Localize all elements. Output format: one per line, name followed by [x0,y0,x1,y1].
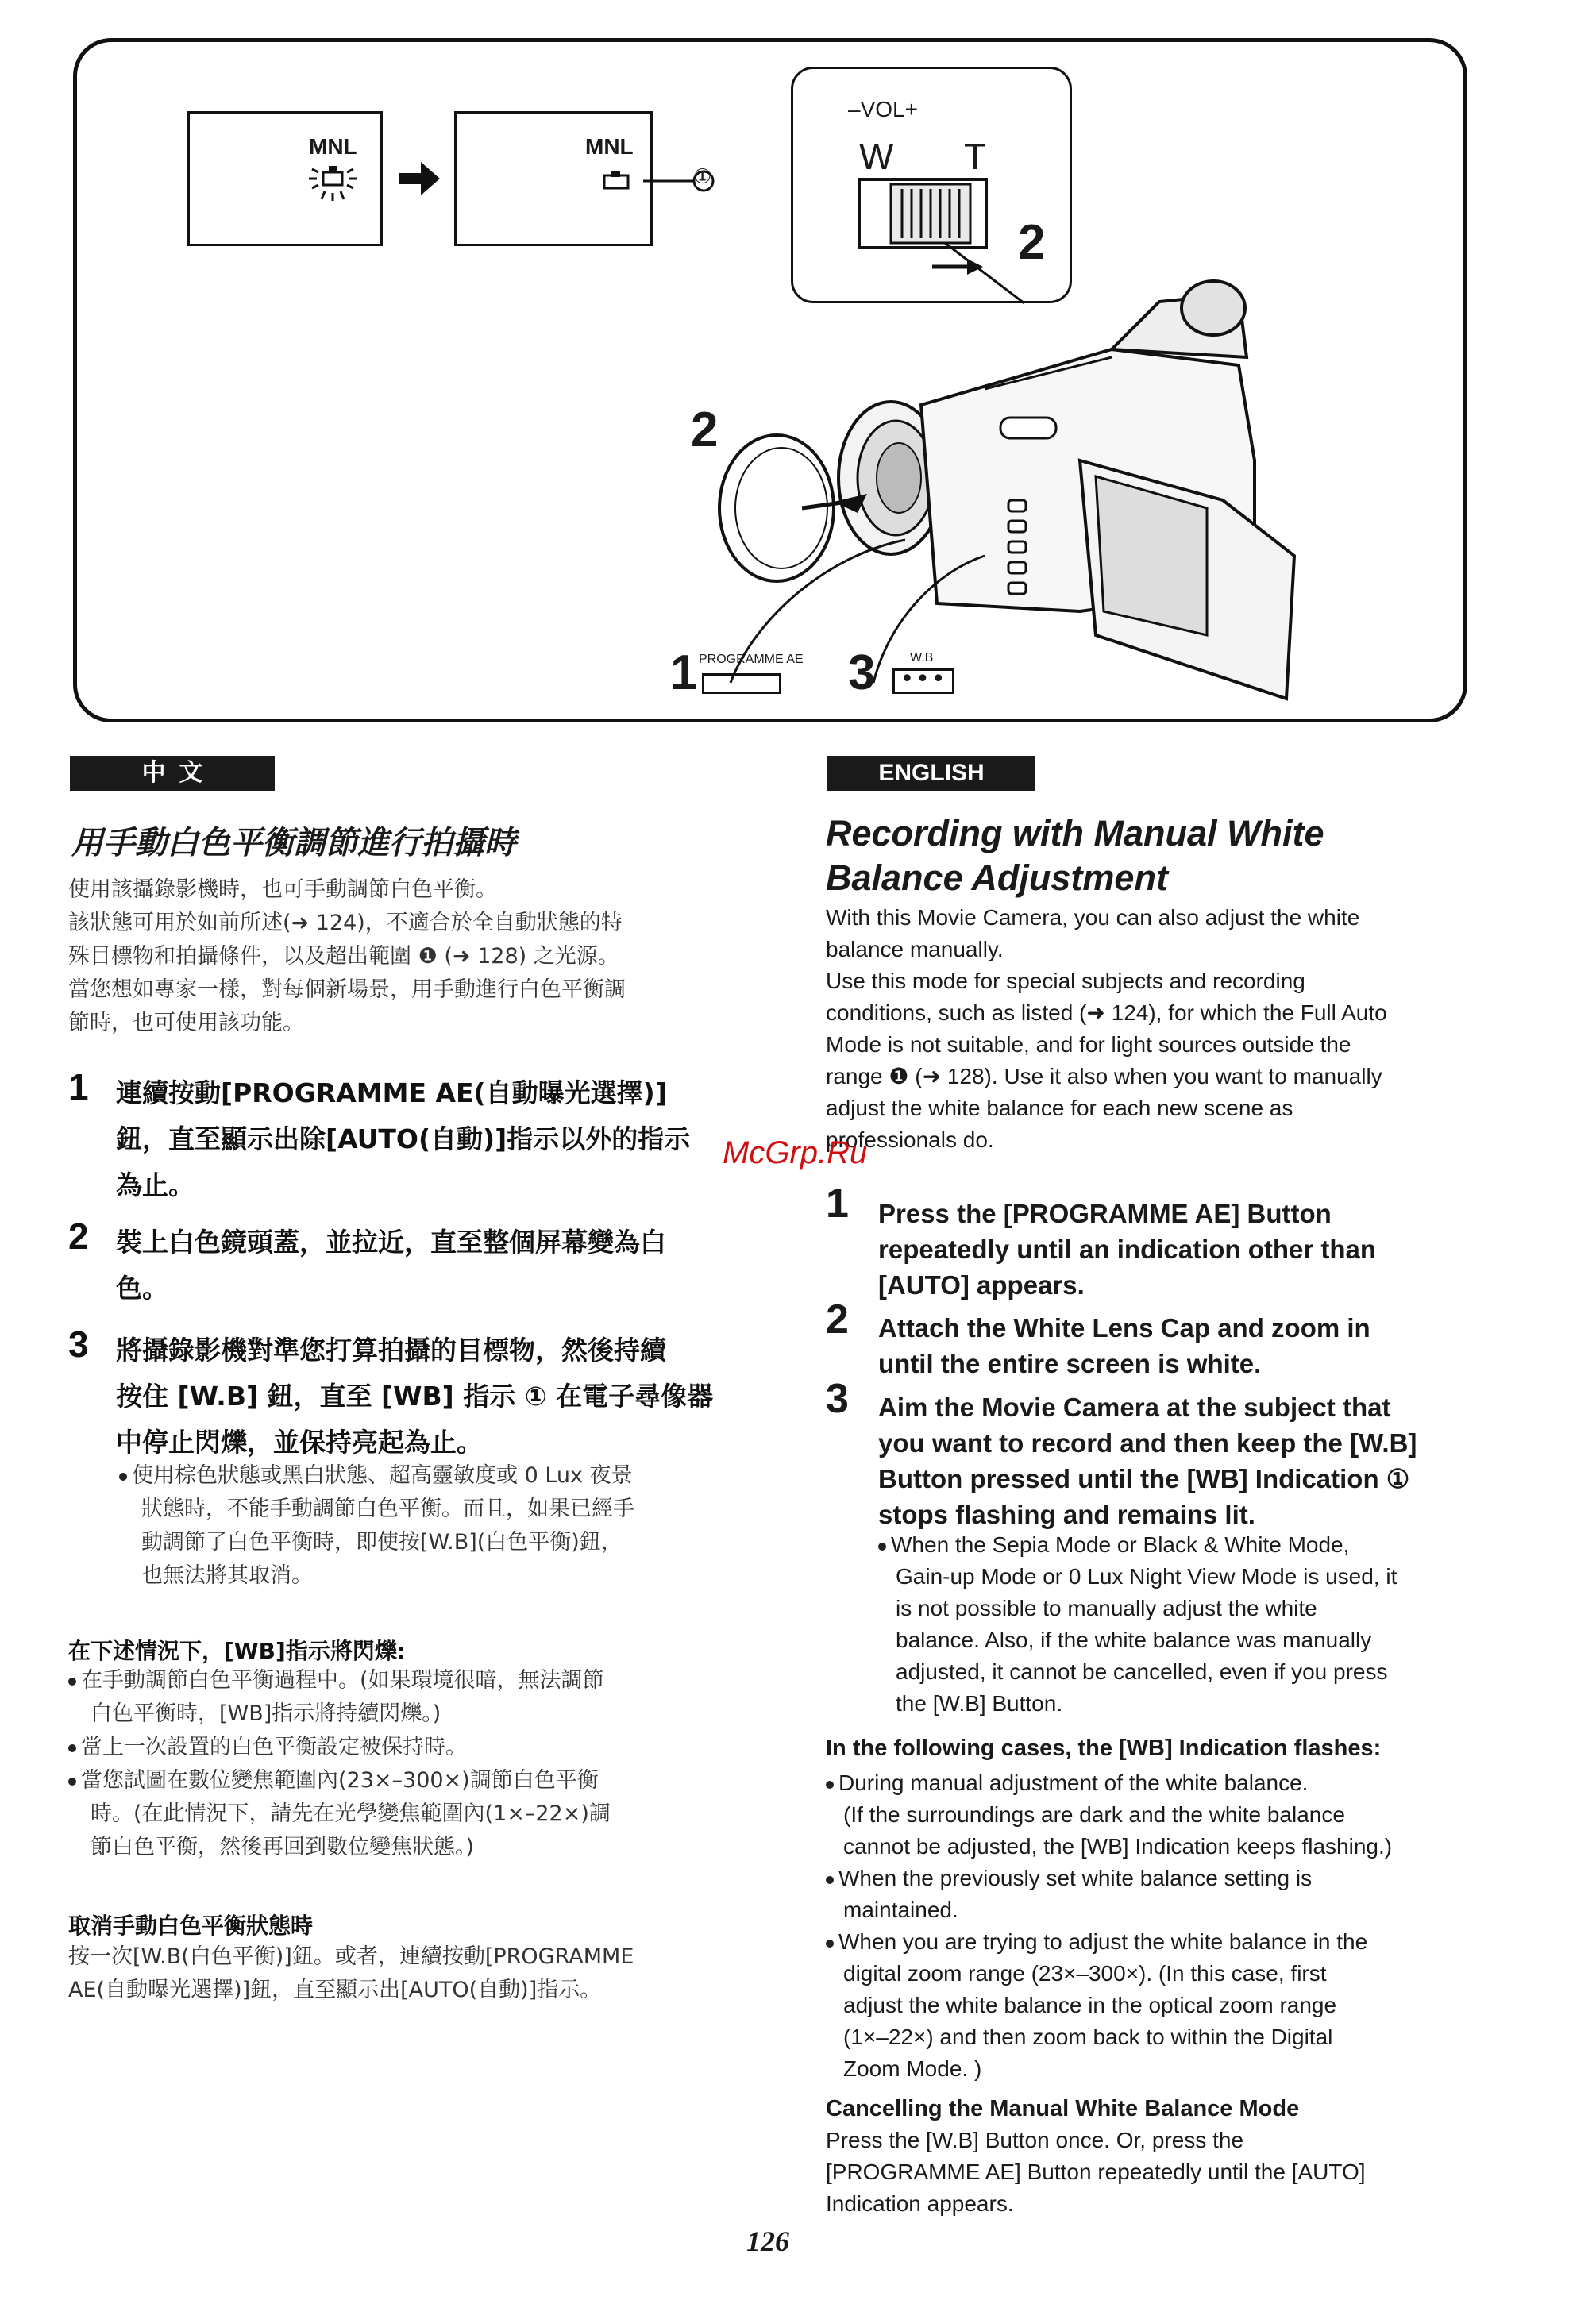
cancel-line: Press the [W.B] Button once. Or, press the [826,2128,1244,2152]
title-line: Recording with Manual White [826,813,1324,853]
bullet-icon [826,1940,834,1948]
chinese-step-number: 2 [68,1216,89,1257]
list-item: 在手動調節白色平衡過程中。(如果環境很暗，無法調節 [81,1668,604,1693]
step-line: Aim the Movie Camera at the subject that [878,1393,1391,1422]
chinese-flash-list [68,1664,735,1864]
chinese-step-line: 裝上白色鏡頭蓋，並拉近，直至整個屏幕變為白 [116,1227,666,1258]
chinese-cancel-text [68,1940,735,2007]
intro-line: With this Movie Camera, you can also adjust the white [826,905,1360,930]
list-item: When the previously set white balance setting is [838,1866,1313,1890]
list-item: maintained. [843,1898,958,1922]
note-line: the [W.B] Button. [896,1691,1063,1716]
chinese-step-number: 1 [68,1066,89,1108]
step-line: you want to record and then keep the [W.B] [878,1428,1417,1458]
chinese-cancel-heading: 取消手動白色平衡狀態時 [68,1913,314,1939]
camcorder-illustration [683,238,1318,715]
note-line: When the Sepia Mode or Black & White Mode, [891,1532,1350,1557]
note-line: balance. Also, if the white balance was manually [896,1628,1372,1652]
chinese-intro [68,873,727,1040]
list-item: adjust the white balance in the optical zoom range [843,1993,1337,2017]
bullet-icon [68,1678,76,1686]
programme-ae-button [702,673,781,694]
chinese-section-bar: 中 文 [70,756,275,791]
list-item: (1×–22×) and then zoom back to within the Digital [843,2025,1333,2049]
step-2-top-label: 2 [1018,215,1046,270]
chinese-step-number: 3 [68,1323,89,1365]
lcd-display-steady [454,111,653,246]
chinese-step-line: 按住 [W.B] 鈕，直至 [WB] 指示 ① 在電子尋像器 [116,1381,714,1412]
step-line: Attach the White Lens Cap and zoom in [878,1313,1370,1343]
bullet-icon [826,1781,834,1789]
tele-label: T [964,136,987,177]
english-step3-note [878,1529,1561,1720]
intro-line: adjust the white balance for each new scene as [826,1096,1293,1120]
list-item: 當上一次設置的白色平衡設定被保持時。 [81,1735,467,1759]
wb-caption: W.B [910,651,934,665]
list-item: Zoom Mode. ) [843,2056,982,2081]
english-title [826,811,1540,900]
chinese-intro-line: 該狀態可用於如前所述(➜ 124)，不適合於全自動狀態的特 [68,911,623,935]
list-item: During manual adjustment of the white balance. [838,1770,1309,1795]
intro-line: range ❶ (➜ 128). Use it also when you want to manually [826,1064,1382,1088]
chinese-step-3 [116,1327,735,1466]
english-flash-heading: In the following cases, the [WB] Indication flashes: [826,1736,1382,1761]
note-line: is not possible to manually adjust the white [896,1596,1317,1620]
note-line: 狀態時，不能手動調節白色平衡。而且，如果已經手 [141,1497,634,1521]
intro-line: balance manually. [826,937,1004,961]
chinese-step-line: 鈕，直至顯示出除[AUTO(自動)]指示以外的指示 [116,1123,691,1154]
chinese-flash-heading: 在下述情況下，[WB]指示將閃爍: [68,1638,407,1664]
page-number: 126 [746,2225,789,2257]
english-step-number: 2 [826,1296,849,1343]
chinese-intro-line: 殊目標物和拍攝條件，以及超出範圍 ❶ (➜ 128) 之光源。 [68,944,619,969]
wb-button: ••• [892,668,954,694]
note-line: 也無法將其取消。 [141,1563,313,1588]
note-line: 動調節了白色平衡時，即使按[W.B](白色平衡)鈕， [141,1530,623,1555]
arrow-right-icon [397,159,441,198]
chinese-step-2 [116,1219,735,1312]
intro-line: Mode is not suitable, and for light sources outside the [826,1032,1351,1057]
english-step-number: 1 [826,1181,849,1227]
note-line: adjusted, it cannot be cancelled, even if you press [896,1659,1388,1684]
english-step-2 [878,1310,1561,1381]
step-1-label: 1 [670,645,698,700]
white-balance-flashing-icon [301,161,364,217]
step-line: until the entire screen is white. [878,1349,1262,1378]
chinese-intro-line: 使用該攝錄影機時，也可手動調節白色平衡。 [68,877,497,902]
mnl-label-left: MNL [309,134,357,159]
list-item: When you are trying to adjust the white balance in the [838,1929,1368,1954]
cancel-line: AE(自動曝光選擇)]鈕，直至顯示出[AUTO(自動)]指示。 [68,1978,602,2002]
list-item: (If the surroundings are dark and the white balance [843,1802,1345,1827]
cancel-line: Indication appears. [826,2191,1014,2216]
title-line: Balance Adjustment [826,857,1168,898]
step-line: Press the [PROGRAMME AE] Button [878,1199,1332,1228]
cancel-line: [PROGRAMME AE] Button repeatedly until the [AUTO] [826,2160,1366,2184]
list-item: digital zoom range (23×–300×). (In this case, first [843,1961,1327,1986]
white-balance-icon [599,169,639,193]
chinese-step-line: 為止。 [116,1169,195,1200]
bullet-icon [826,1876,834,1884]
chinese-step-line: 中停止閃爍，並保持亮起為止。 [116,1427,483,1458]
volume-label: –VOL+ [848,97,918,121]
step-line: Button pressed until the [WB] Indication ① [878,1464,1410,1493]
chinese-step-1 [116,1070,735,1208]
english-cancel-heading: Cancelling the Manual White Balance Mode [826,2096,1300,2121]
list-item: 時。(在此情況下，請先在光學變焦範圍內(1×–22×)調 [91,1801,611,1826]
english-cancel-text [826,2125,1556,2220]
chinese-intro-line: 當您想如專家一樣，對每個新場景，用手動進行白色平衡調 [68,977,626,1002]
intro-line: professionals do. [826,1127,994,1152]
chinese-step3-note [119,1459,723,1593]
step-2-lens-label: 2 [691,403,719,457]
step-line: stops flashing and remains lit. [878,1500,1255,1529]
chinese-step-line: 連續按動[PROGRAMME AE(自動曝光選擇)] [116,1077,667,1108]
note-line: Gain-up Mode or 0 Lux Night View Mode is used, it [896,1564,1397,1589]
step-3-label: 3 [848,645,876,700]
english-section-bar: ENGLISH [827,756,1035,791]
list-item: 當您試圖在數位變焦範圍內(23×–300×)調節白色平衡 [81,1768,599,1793]
callout-number: ① [693,165,712,189]
bullet-icon [878,1543,886,1551]
mnl-label-right: MNL [585,134,634,159]
chinese-step-line: 將攝錄影機對準您打算拍攝的目標物，然後持續 [116,1335,666,1366]
chinese-intro-line: 節時，也可使用該功能。 [68,1011,304,1035]
bullet-icon [68,1778,76,1786]
english-flash-list [826,1767,1556,2085]
wide-label: W [859,136,894,177]
english-step-number: 3 [826,1376,849,1422]
lcd-display-flashing [187,111,383,246]
step-line: [AUTO] appears. [878,1270,1085,1300]
english-step-3 [878,1389,1561,1532]
chinese-title: 用手動白色平衡調節進行拍攝時 [71,825,516,861]
bullet-icon [68,1744,76,1752]
cancel-line: 按一次[W.B(白色平衡)]鈕。或者，連續按動[PROGRAMME [68,1944,634,1969]
intro-line: conditions, such as listed (➜ 124), for which the Full Auto [826,1000,1387,1025]
watermark: McGrp.Ru [723,1135,868,1170]
list-item: cannot be adjusted, the [WB] Indication keeps flashing.) [843,1834,1393,1859]
intro-line: Use this mode for special subjects and recording [826,969,1305,993]
chinese-step-line: 色。 [116,1273,168,1304]
note-line: 使用棕色狀態或黑白狀態、超高靈敏度或 0 Lux 夜景 [132,1463,633,1488]
list-item: 白色平衡時，[WB]指示將持續閃爍。) [91,1701,441,1726]
english-intro [826,902,1556,1156]
english-step-1 [878,1196,1561,1303]
step-line: repeatedly until an indication other than [878,1235,1377,1264]
programme-ae-caption: PROGRAMME AE [699,653,804,666]
list-item: 節白色平衡，然後再回到數位變焦狀態。) [91,1835,475,1859]
bullet-icon [119,1473,127,1481]
